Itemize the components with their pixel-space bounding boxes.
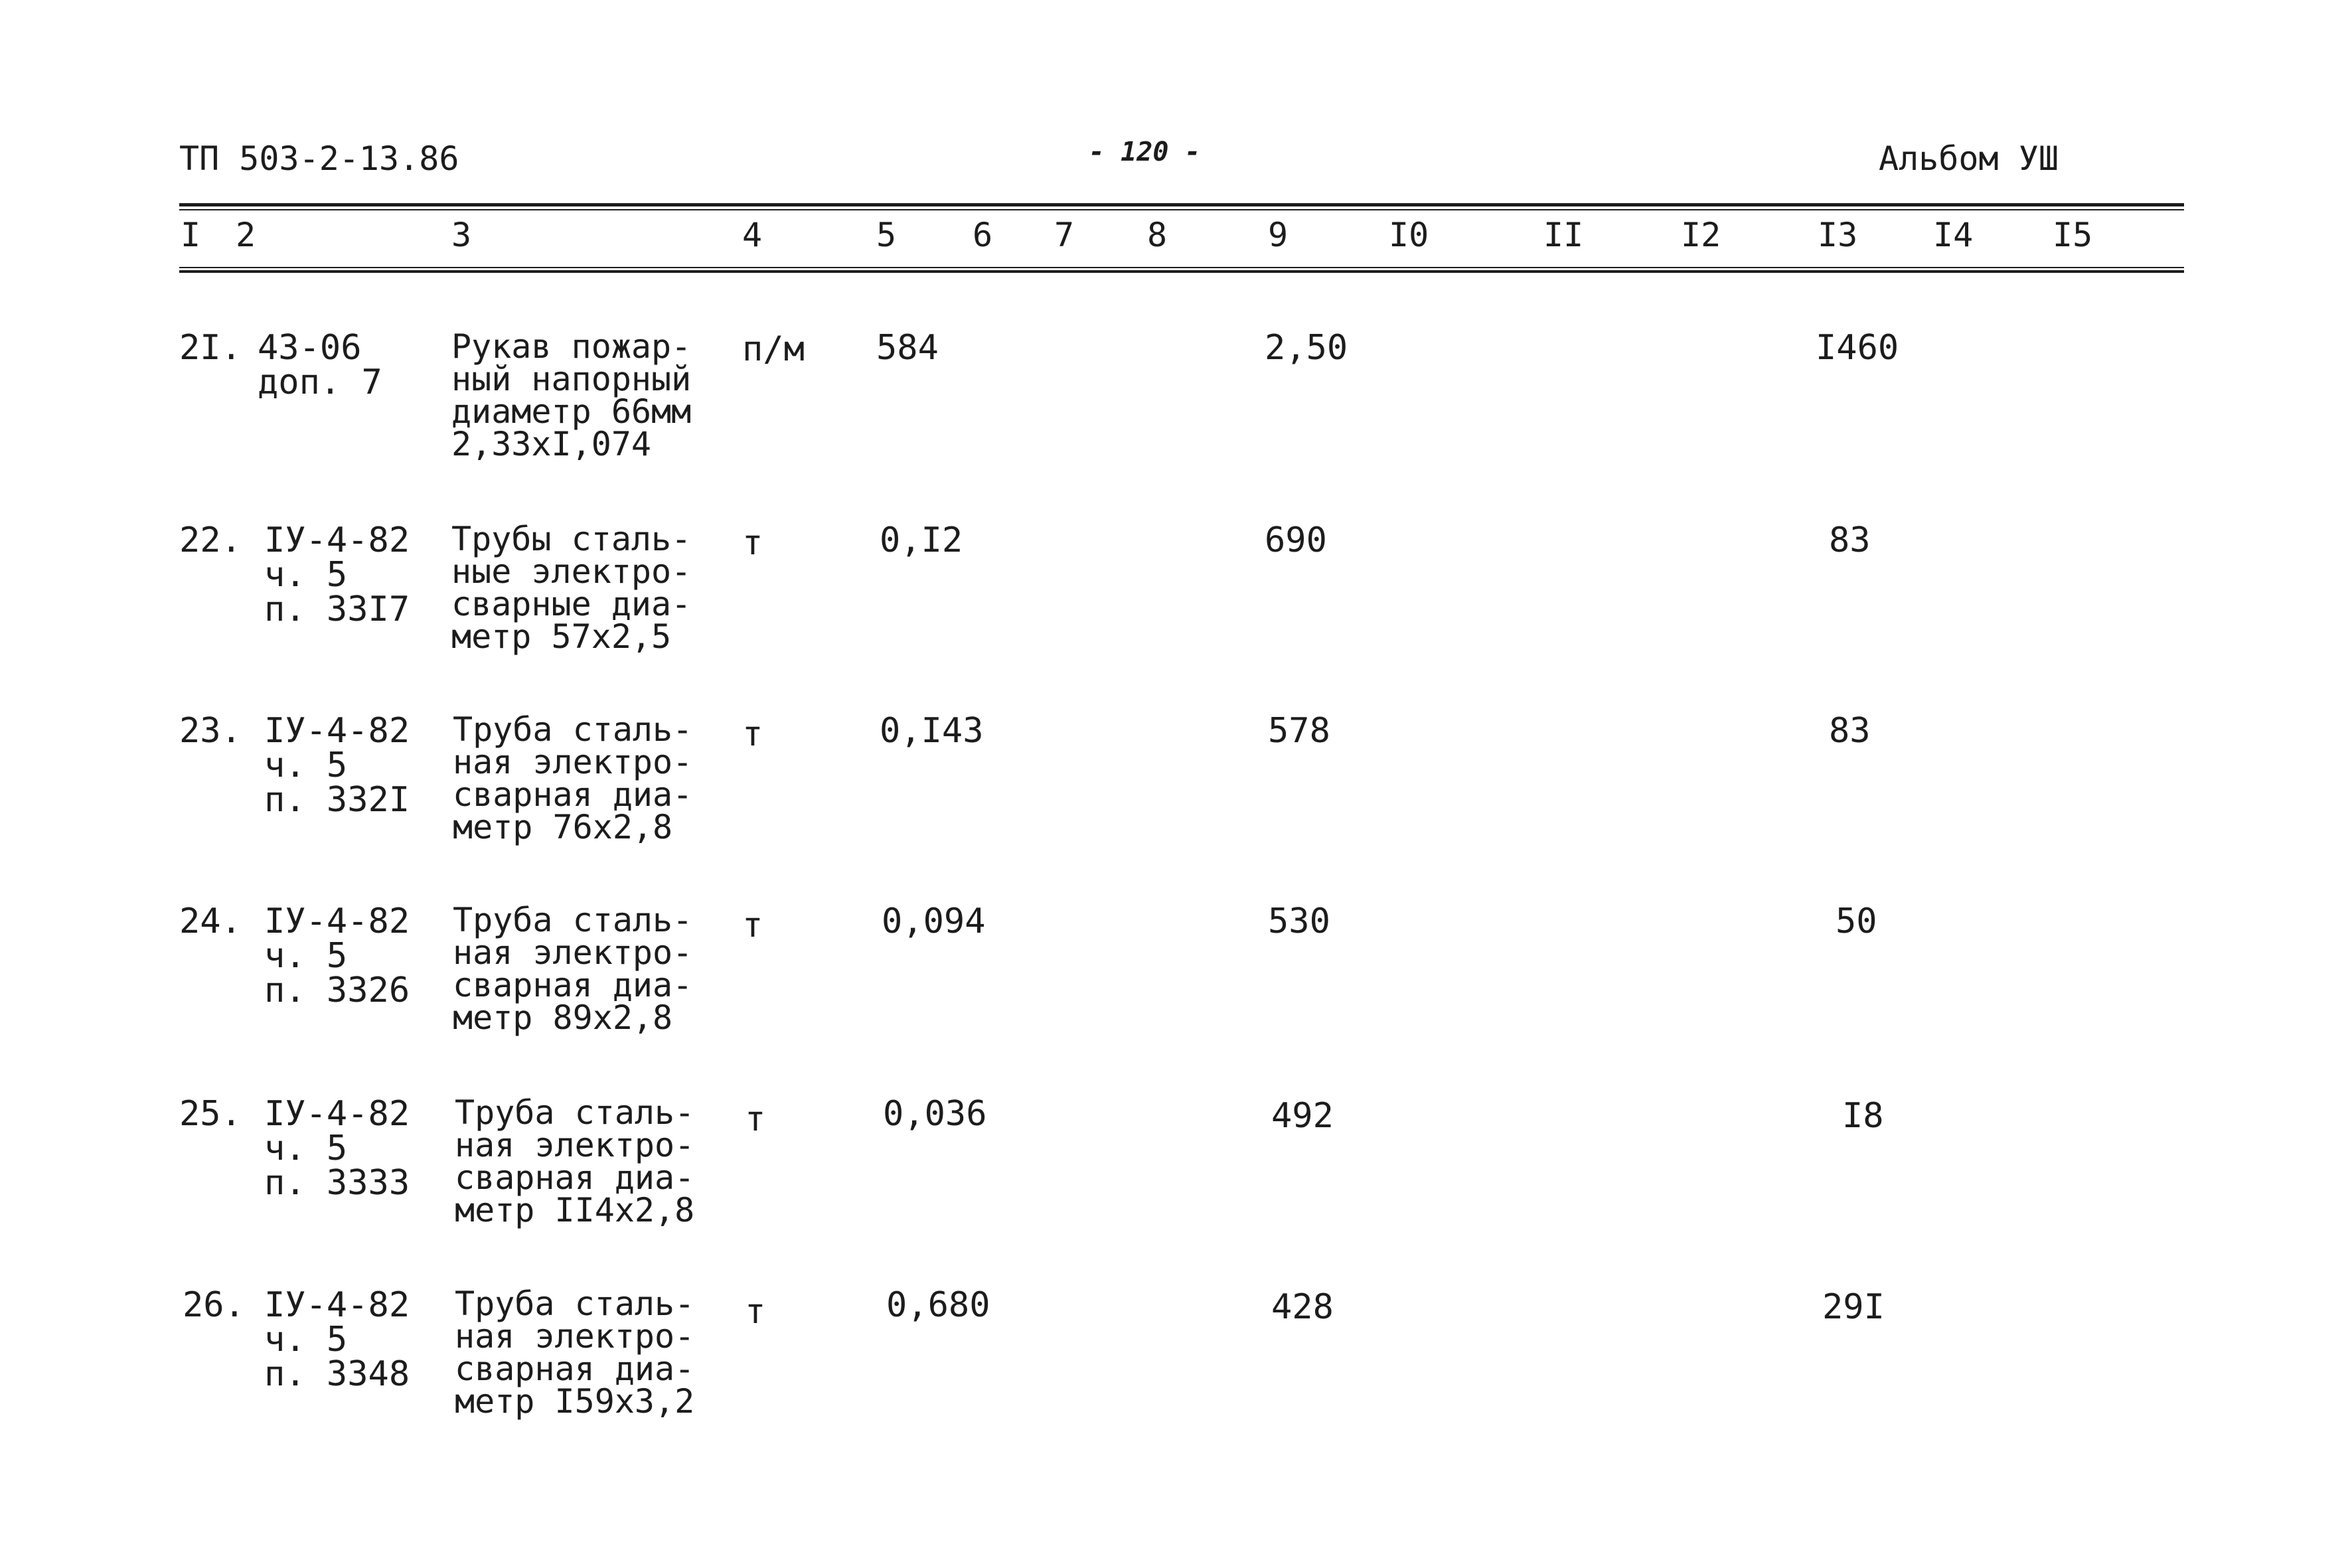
description-line: сварная диа-: [455, 1158, 695, 1197]
unit-price: 530: [1268, 902, 1330, 941]
description-line: Трубы сталь-: [451, 520, 692, 558]
header-rule-top: [179, 203, 2184, 206]
norm-code-line: ч. 5: [264, 555, 348, 595]
album-label: Альбом УШ: [1879, 139, 2059, 178]
description-line: Труба сталь-: [453, 901, 693, 939]
column-header: I3: [1818, 216, 1858, 254]
description-line: метр 89x2,8: [453, 998, 673, 1037]
row-number: 23.: [179, 711, 242, 751]
norm-code-line: IУ-4-82: [264, 711, 410, 751]
total-cost: 83: [1829, 711, 1871, 751]
norm-code-line: ч. 5: [264, 936, 348, 976]
column-header: 4: [742, 216, 763, 254]
column-header: I4: [1933, 216, 1974, 254]
item-description: [451, 520, 692, 656]
row-number: 2I.: [179, 328, 242, 368]
quantity: 0,I43: [880, 711, 984, 751]
norm-code-line: ч. 5: [264, 745, 348, 785]
norm-code-line: IУ-4-82: [264, 1285, 410, 1325]
description-line: сварная диа-: [453, 966, 693, 1004]
unit: п/м: [742, 329, 805, 369]
header-rule-top-thin: [179, 209, 2184, 210]
row-number: 25.: [179, 1094, 242, 1134]
item-description: [455, 1093, 695, 1229]
column-header: II: [1543, 216, 1584, 254]
unit-price: 492: [1271, 1096, 1334, 1136]
total-cost: I8: [1842, 1096, 1884, 1136]
unit-price: 428: [1271, 1287, 1334, 1327]
norm-code-line: IУ-4-82: [264, 902, 410, 941]
total-cost: 83: [1829, 520, 1871, 560]
unit: т: [742, 905, 763, 945]
total-cost: I460: [1816, 328, 1899, 368]
norm-code-line: IУ-4-82: [264, 1094, 410, 1134]
quantity: 0,094: [882, 902, 986, 941]
unit: т: [745, 1099, 766, 1139]
column-header: 3: [451, 216, 472, 254]
norm-code: [264, 520, 410, 629]
description-line: сварная диа-: [453, 775, 693, 814]
description-line: Труба сталь-: [455, 1093, 695, 1132]
row-number: 26.: [183, 1285, 245, 1325]
document-code: ТП 503-2-13.86: [179, 139, 459, 178]
column-header: I5: [2053, 216, 2093, 254]
description-line: сварные диа-: [451, 585, 692, 623]
header-rule-bottom-thin: [179, 267, 2184, 268]
norm-code-line: п. 3326: [264, 971, 410, 1010]
description-line: метр 57x2,5: [451, 617, 672, 656]
unit: т: [742, 523, 763, 563]
description-line: метр I59x3,2: [455, 1382, 695, 1421]
description-line: Труба сталь-: [453, 710, 693, 749]
norm-code: [264, 904, 410, 1008]
unit-price: 690: [1265, 520, 1327, 560]
description-line: Рукав пожар-: [451, 327, 692, 366]
description-line: диаметр 66мм: [451, 392, 692, 431]
norm-code-line: доп. 7: [258, 362, 382, 402]
norm-code: [264, 1285, 410, 1394]
description-line: ная электро-: [453, 743, 693, 781]
norm-code: [258, 328, 382, 402]
norm-code-line: п. 3333: [264, 1163, 410, 1203]
unit: т: [742, 714, 763, 754]
total-cost: 50: [1836, 902, 1877, 941]
row-number: 24.: [179, 902, 242, 941]
total-cost: 29I: [1822, 1287, 1885, 1327]
description-line: сварная диа-: [455, 1350, 695, 1388]
description-line: Труба сталь-: [455, 1285, 695, 1323]
description-line: метр 76x2,8: [453, 808, 673, 846]
column-header: 6: [973, 216, 993, 254]
item-description: [451, 327, 692, 463]
item-description: [453, 710, 693, 846]
quantity: 0,I2: [880, 520, 963, 560]
description-line: 2,33xI,074: [451, 425, 652, 463]
norm-code-line: п. 3348: [264, 1354, 410, 1394]
column-header: 9: [1268, 216, 1289, 254]
quantity: 584: [876, 328, 939, 368]
description-line: ная электро-: [455, 1317, 695, 1356]
description-line: метр II4x2,8: [455, 1191, 695, 1229]
item-description: [453, 901, 693, 1037]
column-header: I2: [1681, 216, 1721, 254]
unit-price: 578: [1268, 711, 1330, 751]
norm-code: [264, 711, 410, 820]
unit-price: 2,50: [1265, 328, 1348, 368]
page-number: - 120 -: [1089, 137, 1201, 167]
description-line: ная электро-: [455, 1126, 695, 1164]
description-line: ный напорный: [451, 360, 692, 398]
column-header: I0: [1389, 216, 1429, 254]
norm-code-line: ч. 5: [264, 1320, 348, 1360]
norm-code-line: 43-06: [258, 328, 362, 368]
header-rule-bottom: [179, 270, 2184, 273]
unit: т: [745, 1292, 766, 1332]
norm-code-line: IУ-4-82: [264, 520, 410, 560]
column-header: 8: [1147, 216, 1168, 254]
norm-code-line: п. 332I: [264, 780, 410, 820]
description-line: ная электро-: [453, 933, 693, 972]
quantity: 0,680: [886, 1285, 990, 1325]
column-header: 5: [876, 216, 897, 254]
column-header: 2: [236, 216, 256, 254]
column-header: I: [181, 216, 201, 254]
quantity: 0,036: [883, 1094, 987, 1134]
norm-code-line: п. 33I7: [264, 589, 410, 629]
norm-code: [264, 1094, 410, 1203]
column-header: 7: [1054, 216, 1075, 254]
norm-code-line: ч. 5: [264, 1129, 348, 1168]
description-line: ные электро-: [451, 552, 692, 591]
row-number: 22.: [179, 520, 242, 560]
item-description: [455, 1285, 695, 1421]
